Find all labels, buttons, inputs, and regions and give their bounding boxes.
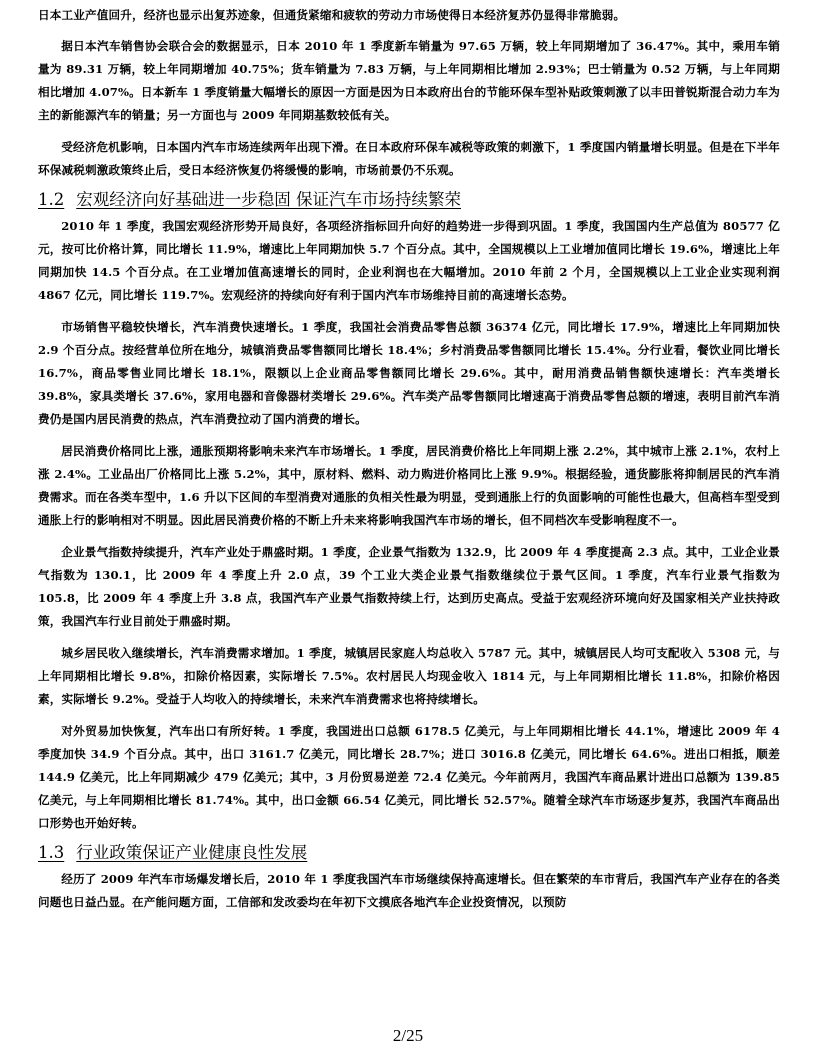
section-title: 行业政策保证产业健康良性发展 (76, 843, 308, 862)
paragraph: 据日本汽车销售协会联合会的数据显示，日本 2010 年 1 季度新车销量为 97.65 万辆，较上年同期增加了 36.47%。其中，乘用车销量为 89.31 万辆，较上年同期增加 40.75%；货车销量为 7.83 万辆，与上年同期相比增加 2.93%；巴士销量为 0.52 万辆，与上年同期相比增加 4.07%。日本新车 1 季度销量大幅增长的原因一方面是因为日本政府出台的节能环保车型补贴政策刺激了以丰田普锐斯混合动力车为主的新能源汽车的销量；另一方面也与 2009 年同期基数较低有关。 (38, 39, 780, 122)
section-title: 宏观经济向好基础进一步稳固 保证汽车市场持续繁荣 (76, 190, 461, 209)
paragraph: 企业景气指数持续提升，汽车产业处于鼎盛时期。1 季度，企业景气指数为 132.9，比 2009 年 4 季度提高 2.3 点。其中，工业企业景气指数为 130.1，比 2009 年 4 季度上升 2.0 点，39 个工业大类企业景气指数继续位于景气区间。1 季度，汽车行业景气指数为 105.8，比 2009 年 4 季度上升 3.8 点，我国汽车产业景气指数持续上行，达到历史高点。受益于宏观经济环境向好及国家相关产业扶持政策，我国汽车行业目前处于鼎盛时期。 (38, 545, 780, 628)
paragraph: 经历了 2009 年汽车市场爆发增长后，2010 年 1 季度我国汽车市场继续保持高速增长。但在繁荣的车市背后，我国汽车产业存在的各类问题也日益凸显。在产能问题方面，工信部和发改委均在年初下文摸底各地汽车企业投资情况，以预防 (38, 872, 780, 909)
section-heading-1-2 (38, 187, 780, 213)
paragraph: 对外贸易加快恢复，汽车出口有所好转。1 季度，我国进出口总额 6178.5 亿美元，与上年同期相比增长 44.1%，增速比 2009 年 4 季度加快 34.9 个百分点。其中，出口 3161.7 亿美元，同比增长 28.7%；进口 3016.8 亿美元，同比增长 64.6%。进出口相抵，顺差 144.9 亿美元，比上年同期减少 479 亿美元；其中，3 月份贸易逆差 72.4 亿美元。今年前两月，我国汽车商品累计进出口总额为 139.85 亿美元，与上年同期相比增长 81.74%。其中，出口金额 66.54 亿美元，同比增长 52.57%。随着全球汽车市场逐步复苏，我国汽车商品出口形势也开始好转。 (38, 724, 780, 830)
paragraph: 2010 年 1 季度，我国宏观经济形势开局良好，各项经济指标回升向好的趋势进一步得到巩固。1 季度，我国国内生产总值为 80577 亿元，按可比价格计算，同比增长 11.9%，增速比上年同期加快 5.7 个百分点。其中，全国规模以上工业增加值同比增长 19.6%，增速比上年同期加快 14.5 个百分点。在工业增加值高速增长的同时，企业利润也在大幅增加。2010 年前 2 个月，全国规模以上工业企业实现利润 4867 亿元，同比增长 119.7%。宏观经济的持续向好有利于国内汽车市场维持目前的高速增长态势。 (38, 219, 780, 302)
section-heading-1-3 (38, 840, 780, 866)
document-page (38, 4, 780, 914)
section-number: 1.2 (38, 190, 65, 209)
section-number: 1.3 (38, 843, 65, 862)
paragraph: 日本工业产值回升，经济也显示出复苏迹象，但通货紧缩和疲软的劳动力市场使得日本经济复苏仍显得非常脆弱。 (38, 8, 626, 22)
paragraph: 城乡居民收入继续增长，汽车消费需求增加。1 季度，城镇居民家庭人均总收入 5787 元。其中，城镇居民人均可支配收入 5308 元，与上年同期相比增长 9.8%，扣除价格因素，实际增长 7.5%。农村居民人均现金收入 1814 元，与上年同期相比增长 11.8%，扣除价格因素，实际增长 9.2%。受益于人均收入的持续增长，未来汽车消费需求也将持续增长。 (38, 646, 780, 706)
paragraph: 市场销售平稳较快增长，汽车消费快速增长。1 季度，我国社会消费品零售总额 36374 亿元，同比增长 17.9%，增速比上年同期加快 2.9 个百分点。按经营单位所在地分，城镇消费品零售额同比增长 18.4%；乡村消费品零售额同比增长 15.4%。分行业看，餐饮业同比增长 16.7%，商品零售业同比增长 18.1%，限额以上企业商品零售额同比增长 29.6%。其中，耐用消费品销售额快速增长：汽车类增长 39.8%，家具类增长 37.6%，家用电器和音像器材类增长 29.6%。汽车类产品零售额同比增速高于消费品零售总额的增速，表明目前汽车消费仍是国内居民消费的热点，汽车消费拉动了国内消费的增长。 (38, 320, 780, 426)
paragraph: 受经济危机影响，日本国内汽车市场连续两年出现下滑。在日本政府环保车减税等政策的刺激下，1 季度国内销量增长明显。但是在下半年环保减税刺激政策终止后，受日本经济恢复仍将缓慢的影响，市场前景仍不乐观。 (38, 140, 780, 177)
page-number: 2/25 (392, 1026, 424, 1045)
paragraph: 居民消费价格同比上涨，通胀预期将影响未来汽车市场增长。1 季度，居民消费价格比上年同期上涨 2.2%，其中城市上涨 2.1%，农村上涨 2.4%。工业品出厂价格同比上涨 5.2%，其中，原材料、燃料、动力购进价格同比上涨 9.9%。根据经验，通货膨胀将抑制居民的汽车消费需求。而在各类车型中，1.6 升以下区间的车型消费对通胀的负相关性最为明显，受到通胀上行的负面影响的可能性也最大，但高档车型受到通胀上行的影响相对不明显。因此居民消费价格的不断上升未来将影响我国汽车市场的增长，但不同档次车受影响程度不一。 (38, 444, 780, 527)
